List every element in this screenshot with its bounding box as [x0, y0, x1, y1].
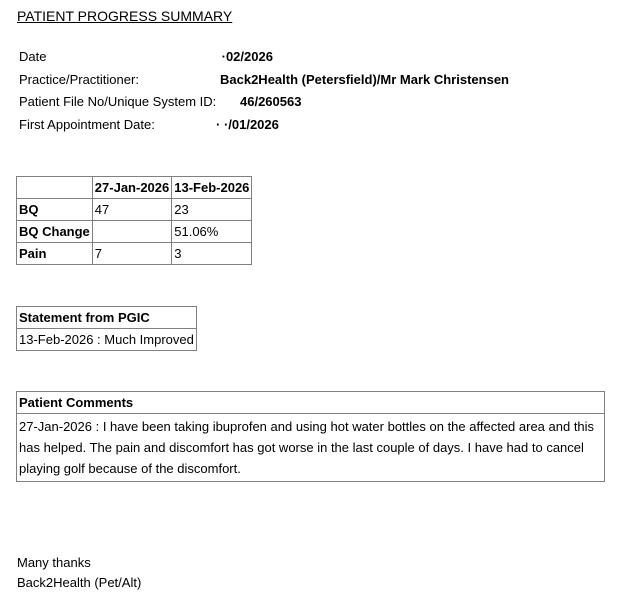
- file-value: 46/260563: [240, 94, 302, 109]
- footer-signature: Back2Health (Pet/Alt): [17, 575, 142, 590]
- pgic-header-row: [17, 307, 197, 329]
- first-appointment-value: · ·/01/2026: [216, 117, 279, 132]
- scores-table: [16, 176, 252, 265]
- scores-header-empty: [17, 177, 93, 199]
- table-row: [17, 414, 605, 482]
- table-row: [17, 199, 252, 221]
- row-label-bq-change: BQ Change: [17, 221, 93, 243]
- date-value: ·02/2026: [218, 49, 273, 64]
- pgic-entry: 13-Feb-2026 : Much Improved: [17, 329, 197, 351]
- pgic-table: [16, 306, 197, 351]
- page-title: PATIENT PROGRESS SUMMARY: [17, 8, 233, 24]
- comments-text: 27-Jan-2026 : I have been taking ibuprofen and using hot water bottles on the affected area and this has helped. The pain and discomfort has got worse in the last couple of days. I have had to cancel playing golf because of the discomfort.: [17, 414, 605, 482]
- bq-change-value-1: [92, 221, 171, 243]
- footer-thanks: Many thanks: [17, 555, 91, 570]
- scores-header-date-1: 27-Jan-2026: [92, 177, 171, 199]
- pain-value-1: 7: [92, 243, 171, 265]
- scores-header-row: [17, 177, 252, 199]
- bq-value-2: 23: [172, 199, 252, 221]
- comments-table: [16, 391, 605, 482]
- row-label-pain: Pain: [17, 243, 93, 265]
- scores-header-date-2: 13-Feb-2026: [172, 177, 252, 199]
- date-label: Date: [19, 49, 47, 64]
- table-row: [17, 221, 252, 243]
- practice-label: Practice/Practitioner:: [19, 72, 139, 87]
- pain-value-2: 3: [172, 243, 252, 265]
- bq-value-1: 47: [92, 199, 171, 221]
- table-row: [17, 243, 252, 265]
- table-row: [17, 329, 197, 351]
- practice-value: Back2Health (Petersfield)/Mr Mark Christensen: [220, 72, 509, 87]
- first-appointment-label: First Appointment Date:: [19, 117, 155, 132]
- bq-change-value-2: 51.06%: [172, 221, 252, 243]
- row-label-bq: BQ: [17, 199, 93, 221]
- pgic-header: Statement from PGIC: [17, 307, 197, 329]
- comments-header: Patient Comments: [17, 392, 605, 414]
- file-label: Patient File No/Unique System ID:: [19, 94, 217, 109]
- comments-header-row: [17, 392, 605, 414]
